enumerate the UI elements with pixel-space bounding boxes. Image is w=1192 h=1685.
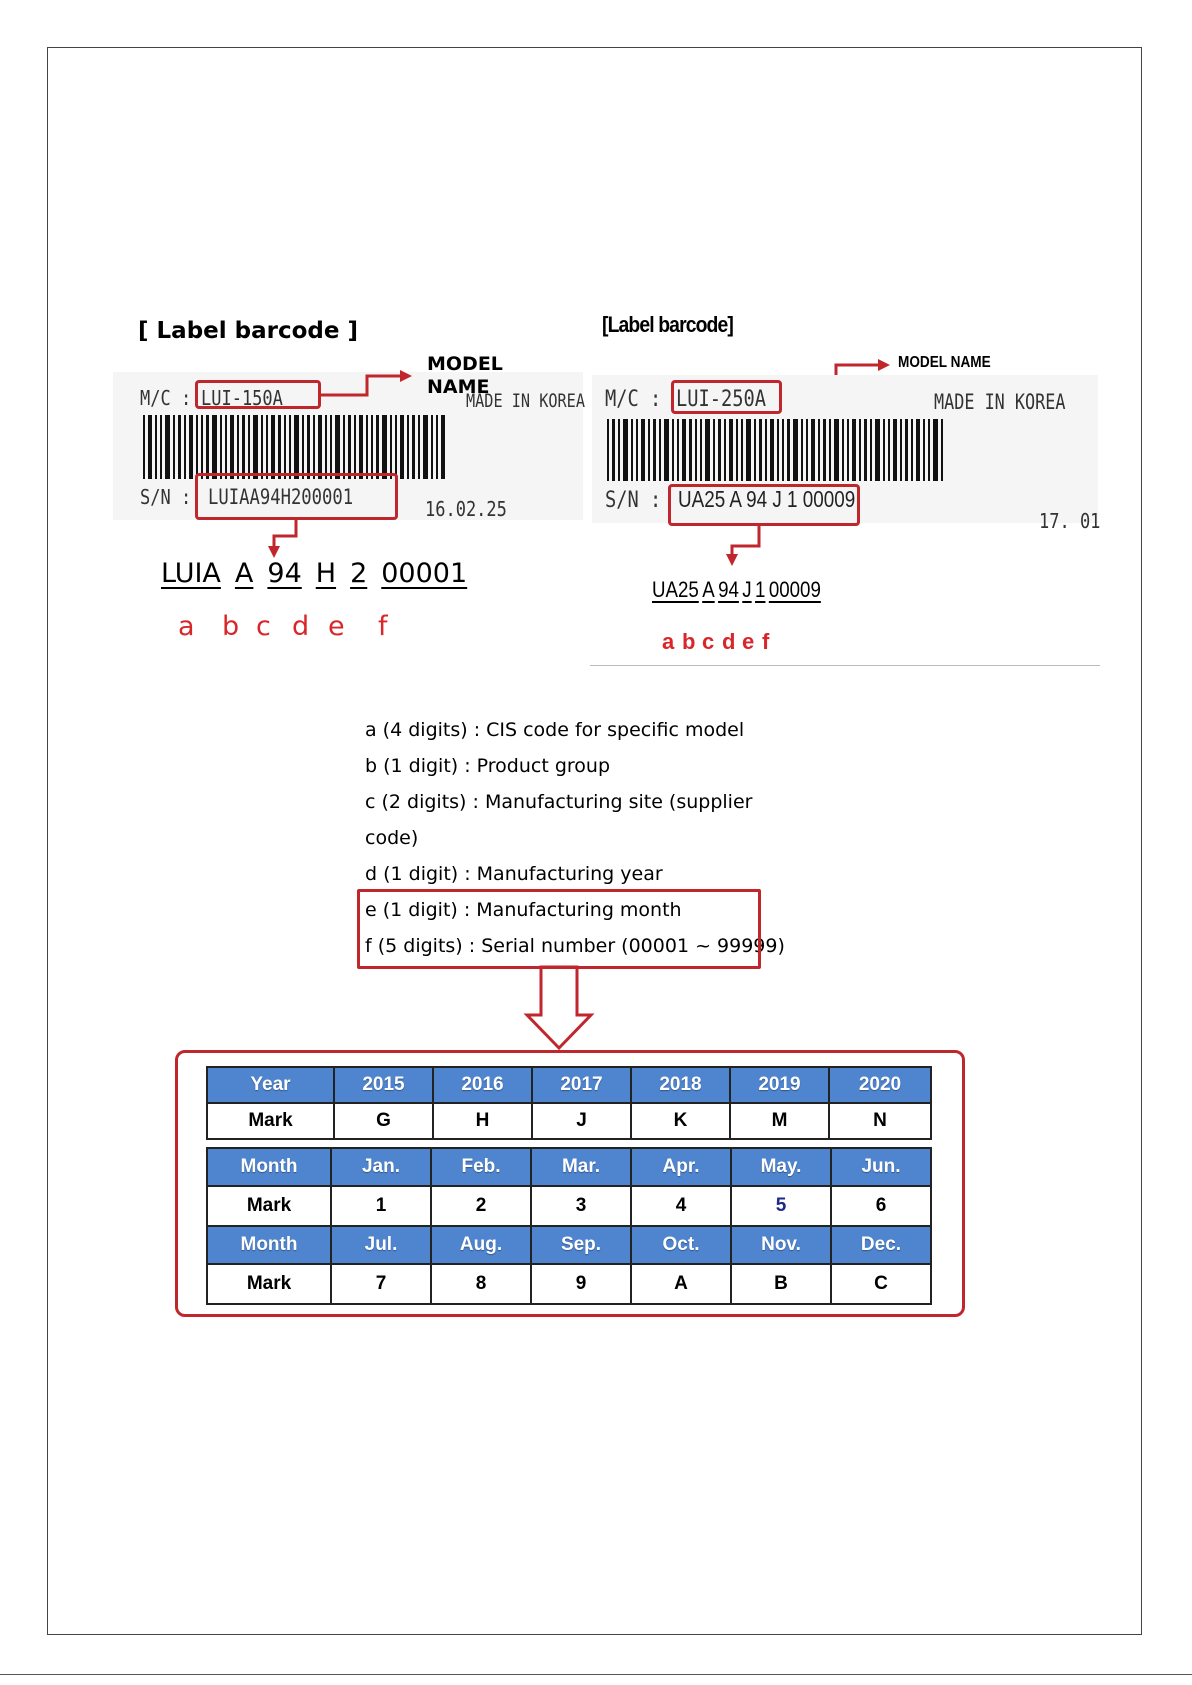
made-in-korea-left: MADE IN KOREA [466,390,585,412]
year-2020: 2020 [829,1067,931,1103]
month-aug: Aug. [431,1226,531,1264]
legend-line-f: f (5 digits) : Serial number (00001 ~ 99999) [365,935,785,957]
month-mark-label: Mark [207,1186,331,1226]
year-mark: G [334,1103,433,1139]
serial-part-e: 1 [755,577,766,602]
month-jul: Jul. [331,1226,431,1264]
letter-d: d [292,611,310,642]
month-mark: 3 [531,1186,631,1226]
month-mark: 8 [431,1264,531,1304]
legend-line-c-cont: code) [365,827,419,849]
serial-part-d: J [742,577,752,602]
legend-line-a: a (4 digits) : CIS code for specific model [365,719,745,741]
sn-prefix-left: S/N : [140,485,192,509]
mc-prefix-right: M/C : [605,387,662,412]
letter-a: a [662,629,675,654]
model-name-callout-left: MODEL NAME [427,353,503,398]
month-mark: B [731,1264,831,1304]
letter-d: d [722,629,736,654]
year-2016: 2016 [433,1067,532,1103]
model-code-left: LUI-150A [201,386,283,410]
month-header: Month [207,1148,331,1186]
serial-part-f: 00009 [768,577,821,602]
serial-part-a: LUIA [161,558,221,589]
month-header: Month [207,1226,331,1264]
decoded-serial-left [161,558,481,589]
serial-part-e: 2 [350,558,368,589]
serial-raw-right: UA25 A 94 J 1 00009 [678,486,856,512]
year-mark: M [730,1103,829,1139]
year-mark-label: Mark [207,1103,334,1139]
letter-c: c [702,629,715,654]
sn-prefix-right: S/N : [605,488,662,513]
segment-letters-left [178,611,388,642]
letter-f: f [762,629,770,654]
month-mark: 9 [531,1264,631,1304]
month-mark: C [831,1264,931,1304]
serial-part-f: 00001 [381,558,468,589]
month-feb: Feb. [431,1148,531,1186]
month-dec: Dec. [831,1226,931,1264]
model-name-callout-right: MODEL NAME [898,354,991,371]
month-oct: Oct. [631,1226,731,1264]
letter-c: c [256,611,271,642]
month-jan: Jan. [331,1148,431,1186]
letter-e: e [328,611,345,642]
legend-highlight-box [357,889,761,969]
legend-line-e: e (1 digit) : Manufacturing month [365,899,682,921]
letter-e: e [742,629,755,654]
label-date-left: 16.02.25 [425,497,507,521]
month-mark: 6 [831,1186,931,1226]
letter-b: b [222,611,240,642]
letter-b: b [682,629,696,654]
year-code-table [206,1066,932,1140]
serial-part-b: A [702,577,715,602]
label-barcode-title-right: [Label barcode] [602,312,733,337]
serial-part-c: 94 [718,577,739,602]
month-mark: A [631,1264,731,1304]
year-mark: H [433,1103,532,1139]
month-mark: 1 [331,1186,431,1226]
model-code-right: LUI-250A [676,387,767,412]
month-mark-highlighted: 5 [731,1186,831,1226]
year-2015: 2015 [334,1067,433,1103]
year-2019: 2019 [730,1067,829,1103]
legend-line-c: c (2 digits) : Manufacturing site (supplier [365,791,753,813]
month-mark: 2 [431,1186,531,1226]
month-sep: Sep. [531,1226,631,1264]
letter-f: f [378,611,388,642]
month-mar: Mar. [531,1148,631,1186]
label-date-right: 17. 01 [1039,509,1101,533]
barcode-bars-right [607,419,1027,481]
serial-part-d: H [315,558,337,589]
month-nov: Nov. [731,1226,831,1264]
decoded-serial-right [652,577,824,603]
label-barcode-title-left: [ Label barcode ] [138,318,358,344]
serial-highlight-box-right [668,484,860,526]
mc-prefix-left: M/C : [140,386,192,410]
month-code-table [206,1147,932,1305]
serial-part-c: 94 [267,558,302,589]
serial-raw-left: LUIAA94H200001 [208,485,354,509]
serial-part-a: UA25 [652,577,699,602]
segment-letters-right [662,629,782,655]
year-mark: N [829,1103,931,1139]
year-mark: J [532,1103,631,1139]
month-apr: Apr. [631,1148,731,1186]
model-highlight-box-right [671,380,782,414]
made-in-korea-right: MADE IN KOREA [934,390,1066,414]
serial-part-b: A [234,558,254,589]
legend-line-b: b (1 digit) : Product group [365,755,611,777]
legend-line-d: d (1 digit) : Manufacturing year [365,863,663,885]
month-may: May. [731,1148,831,1186]
year-header: Year [207,1067,334,1103]
month-mark: 7 [331,1264,431,1304]
month-jun: Jun. [831,1148,931,1186]
year-mark: K [631,1103,730,1139]
month-mark-label: Mark [207,1264,331,1304]
month-mark: 4 [631,1186,731,1226]
panel-divider [590,665,1100,666]
year-2018: 2018 [631,1067,730,1103]
year-2017: 2017 [532,1067,631,1103]
letter-a: a [178,611,195,642]
